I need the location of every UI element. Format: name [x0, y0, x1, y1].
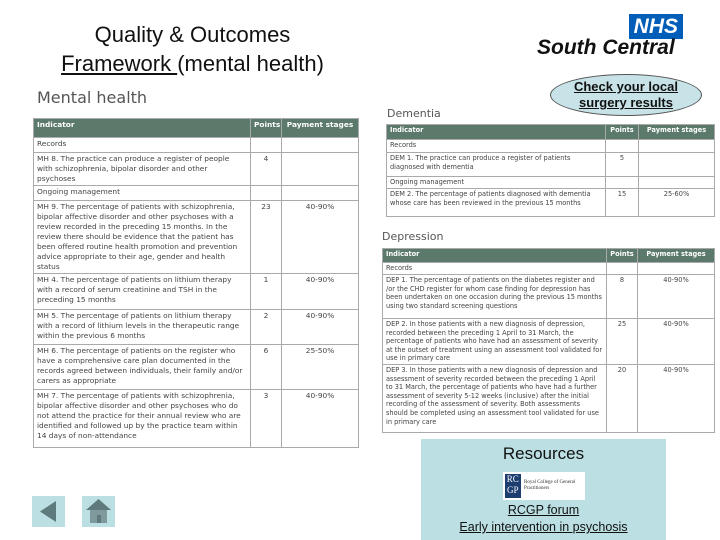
page-title	[40, 20, 345, 78]
title-line-2-suffix: (mental health)	[177, 51, 324, 76]
header-indicator: Indicator	[34, 119, 251, 138]
section-row	[387, 177, 715, 189]
section-row	[387, 140, 715, 153]
section-row	[34, 186, 359, 201]
indicator-row	[387, 189, 715, 217]
section-label: Records	[387, 140, 606, 153]
section-row	[383, 263, 715, 275]
rcgp-logo[interactable]	[503, 472, 585, 500]
empty-cell	[282, 138, 359, 153]
home-icon	[82, 496, 115, 527]
check-link-line-1: Check your local	[573, 79, 679, 94]
table-header-row	[34, 119, 359, 138]
indicator-payment-stages: 40-90%	[282, 310, 359, 345]
resources-panel	[421, 439, 666, 540]
indicator-payment-stages: 40-90%	[638, 319, 715, 365]
indicator-text: MH 5. The percentage of patients on lithium therapy with a record of lithium levels in the therapeutic range within the previous 6 months	[34, 310, 251, 345]
check-link-line-2: surgery results	[579, 95, 673, 110]
indicator-points: 3	[251, 390, 282, 448]
empty-cell	[607, 263, 638, 275]
rcgp-forum-link[interactable]: RCGP forum	[507, 503, 580, 517]
dementia-table	[386, 124, 715, 217]
empty-cell	[606, 177, 639, 189]
nhs-badge: NHS	[629, 14, 683, 39]
indicator-payment-stages	[282, 153, 359, 186]
empty-cell	[639, 140, 715, 153]
nhs-logo	[535, 14, 685, 60]
indicator-points: 15	[606, 189, 639, 217]
indicator-row	[34, 310, 359, 345]
indicator-payment-stages: 40-90%	[638, 364, 715, 432]
table-header-row	[383, 249, 715, 263]
indicator-text: MH 8. The practice can produce a register of people with schizophrenia, bipolar disorder and other psychoses	[34, 153, 251, 186]
check-surgery-results-link[interactable]	[550, 74, 702, 116]
indicator-payment-stages: 40-90%	[282, 201, 359, 274]
indicator-points: 4	[251, 153, 282, 186]
indicator-points: 2	[251, 310, 282, 345]
indicator-text: MH 4. The percentage of patients on lithium therapy with a record of serum creatinine and TSH in the preceding 15 months	[34, 274, 251, 310]
indicator-row	[34, 390, 359, 448]
back-arrow-icon	[32, 496, 65, 527]
indicator-text: DEP 2. In those patients with a new diagnosis of depression, recorded between the preceding 1 April to 31 March, the percentage of patients who have had an assessment of severity at the outset of treatment using an assessment tool validated for use in primary care	[383, 319, 607, 365]
depression-heading: Depression	[382, 230, 444, 243]
header-indicator: Indicator	[387, 125, 606, 140]
indicator-payment-stages: 40-90%	[638, 275, 715, 319]
resources-title: Resources	[502, 444, 585, 463]
indicator-points: 6	[251, 345, 282, 390]
section-label: Ongoing management	[34, 186, 251, 201]
empty-cell	[638, 263, 715, 275]
indicator-payment-stages: 25-50%	[282, 345, 359, 390]
indicator-row	[34, 153, 359, 186]
header-points: Points	[607, 249, 638, 263]
indicator-text: DEM 2. The percentage of patients diagnosed with dementia whose care has been reviewed in the previous 15 months	[387, 189, 606, 217]
indicator-row	[34, 201, 359, 274]
rcgp-logo-mark: RC GP	[505, 474, 522, 498]
rcgp-logo-text: Royal College of General Practitioners	[524, 480, 576, 491]
empty-cell	[251, 138, 282, 153]
indicator-text: DEP 1. The percentage of patients on the diabetes register and /or the CHD register for whom case finding for depression has been undertaken on one occasion during the previous 15 months using two standard screening questions	[383, 275, 607, 319]
home-button[interactable]	[82, 496, 115, 527]
empty-cell	[251, 186, 282, 201]
mental-health-table	[33, 118, 359, 448]
indicator-row	[383, 275, 715, 319]
indicator-text: MH 9. The percentage of patients with schizophrenia, bipolar affective disorder and other psychoses with a review recorded in the preceding 15 months. In the review there should be evidence that the patient has been offered routine health promotion and prevention advice appropriate to their age, gender and health status	[34, 201, 251, 274]
section-label: Records	[383, 263, 607, 275]
section-row	[34, 138, 359, 153]
header-points: Points	[606, 125, 639, 140]
indicator-text: MH 6. The percentage of patients on the register who have a comprehensive care plan documented in the records agreed between individuals, their family and/or carers as appropriate	[34, 345, 251, 390]
header-payment-stages: Payment stages	[638, 249, 715, 263]
title-line-2: Framework	[61, 51, 178, 76]
empty-cell	[282, 186, 359, 201]
title-line-1: Quality & Outcomes	[94, 22, 291, 47]
header-payment-stages: Payment stages	[639, 125, 715, 140]
indicator-text: DEM 1. The practice can produce a register of patients diagnosed with dementia	[387, 153, 606, 177]
dementia-heading: Dementia	[387, 107, 441, 120]
table-header-row	[387, 125, 715, 140]
indicator-row	[34, 345, 359, 390]
indicator-points: 25	[607, 319, 638, 365]
header-payment-stages: Payment stages	[282, 119, 359, 138]
indicator-points: 5	[606, 153, 639, 177]
section-label: Records	[34, 138, 251, 153]
indicator-text: DEP 3. In those patients with a new diagnosis of depression and assessment of severity recorded between the preceding 1 April to 31 March, the percentage of patients who have had a further assessment of severity 5-12 weeks (inclusive) after the initial recording of the assessment of severity. Both assessments should be completed using an assessment tool validated for use in primary care	[383, 364, 607, 432]
early-intervention-link[interactable]: Early intervention in psychosis	[459, 520, 628, 534]
indicator-payment-stages: 40-90%	[282, 390, 359, 448]
indicator-row	[387, 153, 715, 177]
indicator-points: 8	[607, 275, 638, 319]
indicator-points: 23	[251, 201, 282, 274]
indicator-points: 1	[251, 274, 282, 310]
depression-table	[382, 248, 715, 433]
indicator-payment-stages	[639, 153, 715, 177]
header-indicator: Indicator	[383, 249, 607, 263]
region-name: South Central	[537, 36, 675, 59]
empty-cell	[639, 177, 715, 189]
indicator-points: 20	[607, 364, 638, 432]
indicator-payment-stages: 25-60%	[639, 189, 715, 217]
header-points: Points	[251, 119, 282, 138]
indicator-payment-stages: 40-90%	[282, 274, 359, 310]
indicator-row	[383, 319, 715, 365]
indicator-row	[383, 364, 715, 432]
back-button[interactable]	[32, 496, 65, 527]
empty-cell	[606, 140, 639, 153]
section-label: Ongoing management	[387, 177, 606, 189]
indicator-text: MH 7. The percentage of patients with schizophrenia, bipolar affective disorder and other psychoses who do not attend the practice for their annual review who are identified and followed up by the practice team within 14 days of non-attendance	[34, 390, 251, 448]
mental-health-heading: Mental health	[37, 88, 148, 107]
indicator-row	[34, 274, 359, 310]
